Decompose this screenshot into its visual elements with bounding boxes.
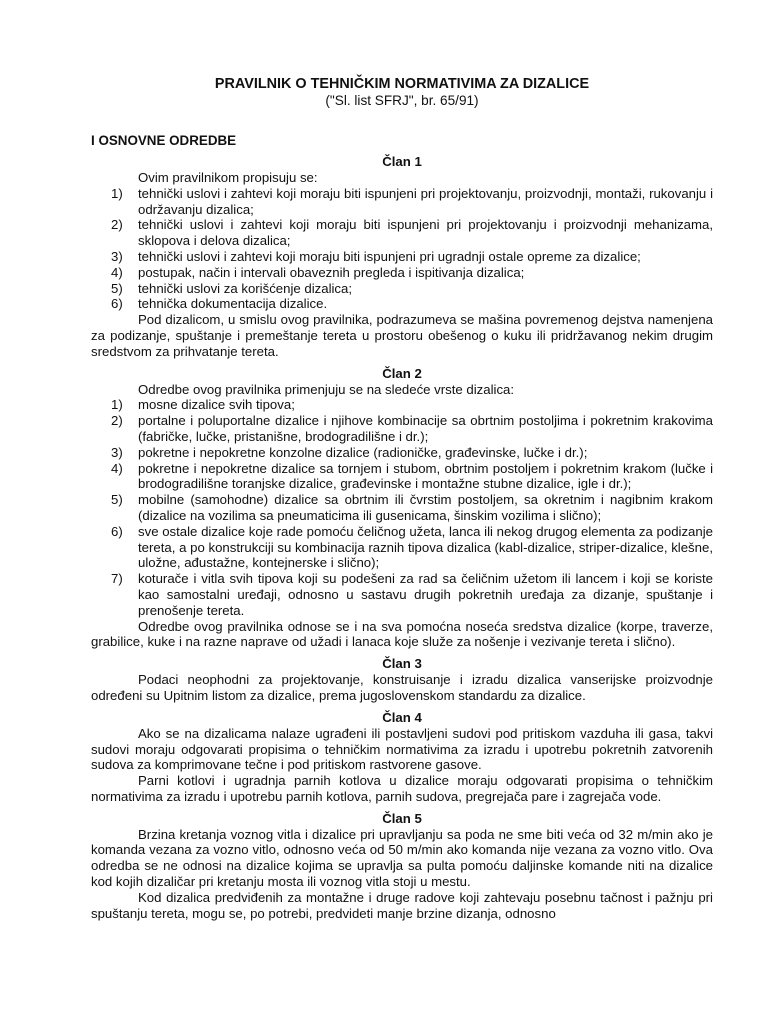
article-4-heading: Član 4 <box>382 709 422 725</box>
document-title: PRAVILNIK O TEHNIČKIM NORMATIVIMA ZA DIZALICE <box>214 76 590 92</box>
list-item <box>91 217 713 249</box>
list-item-number: 1) <box>111 185 123 201</box>
list-item-text: mobilne (samohodne) dizalice sa obrtnim ili čvrstim postoljem, sa okretnim i nagibnim krakom (dizalice na vozilima sa pneumaticima ili gusenicama, šinskim vozilima i slično); <box>138 492 713 523</box>
list-item-text: portalne i poluportalne dizalice i njihove kombinacije sa obrtnim postoljima i pokretnim krakovima (fabričke, lučke, pristanišne, brodogradilišne i dr.); <box>138 413 713 444</box>
list-item-number: 6) <box>111 296 123 312</box>
list-item <box>91 524 713 571</box>
list-item <box>91 265 713 281</box>
article-2-heading: Član 2 <box>382 365 422 381</box>
list-item-number: 3) <box>111 444 123 460</box>
list-item <box>91 492 713 524</box>
article-1-list <box>91 186 713 312</box>
list-item-text: koturače i vitla svih tipova koji su podešeni za rad sa čeličnim užetom ili lancem i koji se koriste kao samostalni uređaji, odnosno u sastavu drugih pokretnih uređaja za dizanje, spuštanje i prenošenje tereta. <box>138 571 713 618</box>
list-item-number: 3) <box>111 248 123 264</box>
article-4-paragraph-1: Ako se na dizalicama nalaze ugrađeni ili postavljeni sudovi pod pritiskom vazduha ili gasa, takvi sudovi moraju odgovarati propisima o tehničkim normativima za izradu i upotrebu pokretnih zatvorenih sudova za komprimovane tečne i pod pritiskom rastvorene gasove. <box>91 725 713 773</box>
list-item-number: 7) <box>111 571 123 587</box>
article-3-heading: Član 3 <box>382 656 422 672</box>
list-item-text: tehnički uslovi i zahtevi koji moraju biti ispunjeni pri projektovanju, proizvodnji, montaži, rukovanju i održavanju dizalica; <box>138 185 713 217</box>
article-2-list <box>91 397 713 618</box>
list-item-number: 4) <box>111 264 123 280</box>
list-item <box>91 281 713 297</box>
list-item <box>91 397 713 413</box>
article-1-heading: Član 1 <box>382 154 422 169</box>
list-item <box>91 413 713 445</box>
list-item-text: postupak, način i intervali obaveznih pregleda i ispitivanja dizalica; <box>138 264 525 280</box>
list-item-text: tehnički uslovi za korišćenje dizalica; <box>138 280 353 296</box>
article-2-intro: Odredbe ovog pravilnika primenjuju se na sledeće vrste dizalica: <box>138 381 515 397</box>
article-1-intro: Ovim pravilnikom propisuju se: <box>138 170 318 185</box>
article-5-paragraph-2: Kod dizalica predviđenih za montažne i druge radove koji zahtevaju posebnu tačnost i pažnju pri spuštanju tereta, mogu se, po potrebi, predvideti manje brzine dizanja, odnosno <box>91 889 713 921</box>
article-2-closing: Odredbe ovog pravilnika odnose se i na sva pomoćna noseća sredstva dizalice (korpe, traverze, grabilice, kuke i na razne naprave od užadi i lanaca koje služe za nošenje i vezivanje tereta i slično). <box>91 618 713 650</box>
article-3-text: Podaci neophodni za projektovanje, konstruisanje i izradu dizalica vanserijske proizvodnje određeni su Upitnim listom za dizalice, prema jugoslovenskom standardu za dizalice. <box>91 672 713 703</box>
list-item <box>91 186 713 218</box>
list-item-number: 6) <box>111 523 123 539</box>
list-item-text: tehnički uslovi i zahtevi koji moraju biti ispunjeni pri projektovanju i proizvodnji mehanizama, sklopova i delova dizalica; <box>138 217 713 249</box>
list-item-number: 5) <box>111 492 123 508</box>
article-1-closing: Pod dizalicom, u smislu ovog pravilnika, podrazumeva se mašina povremenog dejstva namenjena za podizanje, spuštanje i premeštanje tereta u prostoru obešenog o kuku ili pridržavanog nekim drugim sredstvom za prihvatanje tereta. <box>91 312 713 359</box>
document-page <box>91 76 713 921</box>
list-item-number: 2) <box>111 217 123 233</box>
list-item-number: 4) <box>111 460 123 476</box>
list-item-text: mosne dizalice svih tipova; <box>138 397 295 413</box>
list-item-text: pokretne i nepokretne dizalice sa tornjem i stubom, obrtnim postoljem i pokretnim krakom (lučke i brodogradilišne toranjske dizalice, građevinske i montažne stubne dizalice, igle i dr.); <box>138 460 713 492</box>
list-item-text: pokretne i nepokretne konzolne dizalice (radioničke, građevinske, lučke i dr.); <box>138 444 588 460</box>
list-item-text: tehnički uslovi i zahtevi koji moraju biti ispunjeni pri ugradnji ostale opreme za dizalice; <box>138 248 641 264</box>
article-5-heading: Član 5 <box>382 810 422 826</box>
document-source: ("Sl. list SFRJ", br. 65/91) <box>325 93 479 108</box>
article-4-paragraph-2: Parni kotlovi i ugradnja parnih kotlova u dizalice moraju odgovarati propisima o tehničkim normativima za izradu i upotrebu parnih kotlova, parnih sudova, pregrejača pare i zagrejača vode. <box>91 773 713 804</box>
list-item <box>91 571 713 618</box>
article-5-paragraph-1: Brzina kretanja voznog vitla i dizalice pri upravljanju sa poda ne sme biti veća od 32 m/min ako je komanda vezana za vozno vitlo, odnosno veća od 50 m/min ako komanda nije vezana za vozno vitlo. Ova odredba se ne odnosi na dizalice kojima se upravlja sa pulta pomoću daljinske komande niti na dizalice kod kojih dizaličar pri kretanju mosta ili voznog vitla stoji u mestu. <box>91 826 713 890</box>
list-item-text: sve ostale dizalice koje rade pomoću čeličnog užeta, lanca ili nekog drugog elementa za podizanje tereta, a po konstrukciji su kombinacija raznih tipova dizalica (kabl-dizalice, striper-dizalice, klešne, uložne, ađustažne, kontejnerske i slično); <box>138 523 713 571</box>
list-item-text: tehnička dokumentacija dizalice. <box>138 296 328 312</box>
list-item <box>91 249 713 265</box>
list-item-number: 1) <box>111 397 123 413</box>
list-item-number: 2) <box>111 413 123 429</box>
list-item-number: 5) <box>111 280 123 296</box>
list-item <box>91 461 713 493</box>
list-item <box>91 296 713 312</box>
section-title: I OSNOVNE ODREDBE <box>91 133 237 148</box>
list-item <box>91 445 713 461</box>
